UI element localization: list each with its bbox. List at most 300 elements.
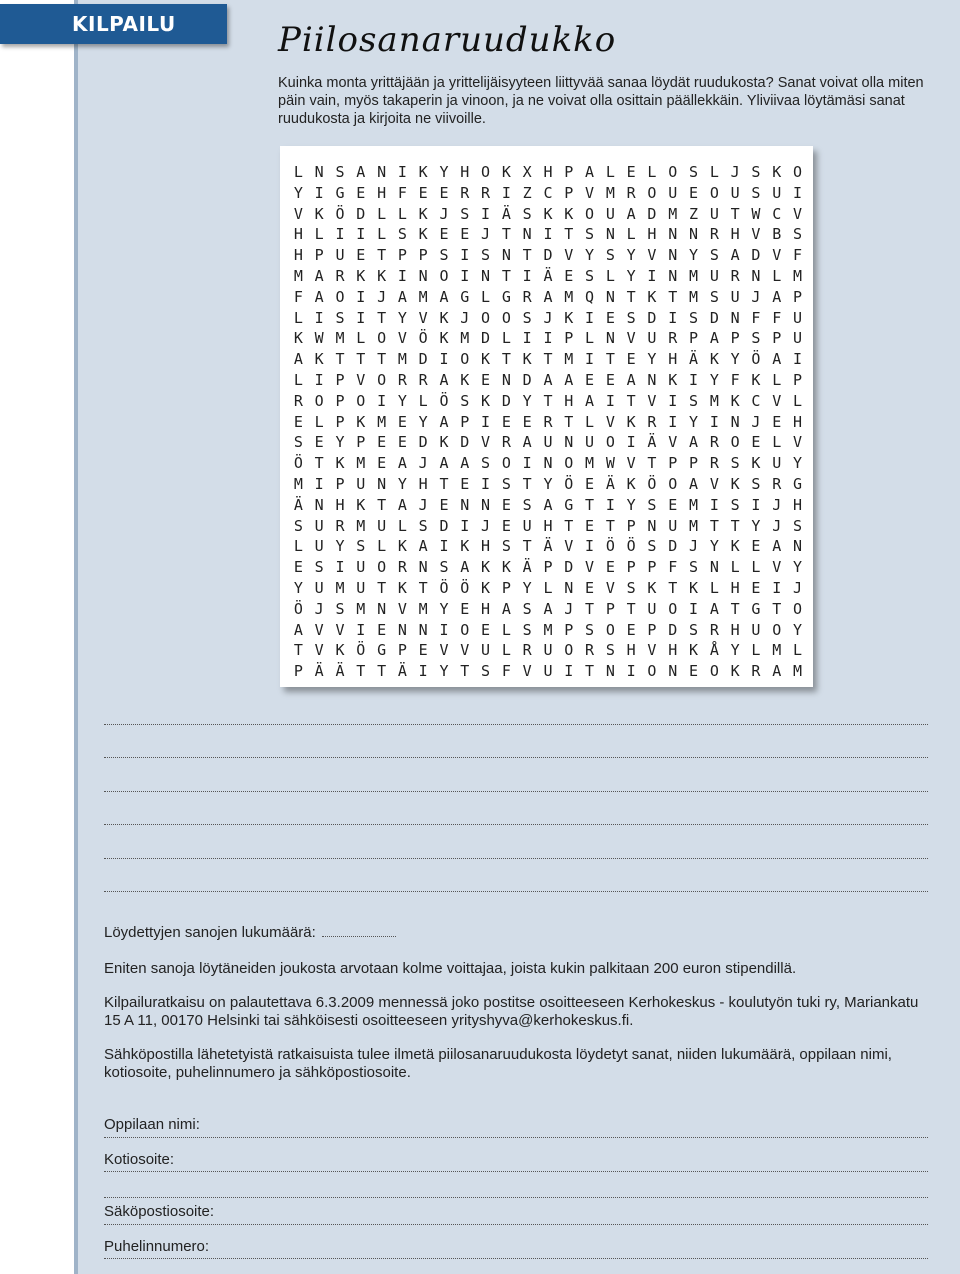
grid-letter[interactable]: Y [439,599,449,618]
grid-letter[interactable]: N [564,578,574,597]
grid-letter[interactable]: E [439,495,449,514]
grid-letter[interactable]: J [543,308,553,327]
grid-letter[interactable]: V [605,578,615,597]
grid-letter[interactable]: I [626,433,636,452]
grid-letter[interactable]: O [439,266,449,285]
grid-letter[interactable]: V [605,412,615,431]
grid-letter[interactable]: M [460,329,470,348]
grid-letter[interactable]: P [418,246,428,265]
grid-letter[interactable]: J [751,412,761,431]
grid-letter[interactable]: Ä [501,204,511,223]
grid-letter[interactable]: A [585,163,595,181]
grid-letter[interactable]: E [314,433,324,452]
grid-letter[interactable]: G [377,641,387,660]
grid-letter[interactable]: Q [585,287,595,306]
grid-letter[interactable]: T [626,391,636,410]
grid-letter[interactable]: T [564,516,574,535]
grid-letter[interactable]: I [522,454,532,473]
grid-letter[interactable]: P [397,246,407,265]
grid-letter[interactable]: K [626,474,636,493]
grid-letter[interactable]: P [564,329,574,348]
grid-letter[interactable]: J [418,454,428,473]
grid-letter[interactable]: L [501,329,511,348]
grid-letter[interactable]: V [647,246,657,265]
grid-letter[interactable]: M [689,266,699,285]
grid-letter[interactable]: A [772,662,782,681]
grid-letter[interactable]: O [605,433,615,452]
grid-letter[interactable]: I [356,225,366,244]
grid-letter[interactable]: I [377,391,387,410]
grid-letter[interactable]: P [730,329,740,348]
grid-letter[interactable]: M [377,412,387,431]
grid-letter[interactable]: W [751,204,761,223]
grid-letter[interactable]: U [481,641,491,660]
answer-line[interactable] [104,757,928,758]
grid-letter[interactable]: E [626,350,636,369]
grid-letter[interactable]: Y [293,183,303,202]
grid-letter[interactable]: H [293,225,303,244]
grid-letter[interactable]: K [689,641,699,660]
grid-letter[interactable]: R [522,641,532,660]
grid-letter[interactable]: M [793,266,803,285]
grid-letter[interactable]: O [501,308,511,327]
grid-letter[interactable]: F [793,246,803,265]
grid-letter[interactable]: I [481,412,491,431]
grid-letter[interactable]: Ö [335,204,345,223]
grid-letter[interactable]: A [314,266,324,285]
grid-letter[interactable]: Y [397,391,407,410]
grid-letter[interactable]: K [543,204,553,223]
grid-letter[interactable]: H [460,163,470,181]
grid-letter[interactable]: S [689,308,699,327]
grid-letter[interactable]: P [501,578,511,597]
grid-letter[interactable]: I [356,287,366,306]
grid-letter[interactable]: P [543,558,553,577]
grid-letter[interactable]: M [543,620,553,639]
grid-letter[interactable]: T [626,287,636,306]
grid-letter[interactable]: D [356,204,366,223]
grid-letter[interactable]: M [772,641,782,660]
grid-letter[interactable]: L [314,412,324,431]
grid-letter[interactable]: I [564,662,574,681]
grid-letter[interactable]: Y [689,412,699,431]
home-address-field-2[interactable] [104,1197,928,1198]
grid-letter[interactable]: V [772,558,782,577]
grid-letter[interactable]: Ö [356,641,366,660]
grid-letter[interactable]: T [647,454,657,473]
grid-letter[interactable]: R [709,454,719,473]
grid-letter[interactable]: P [356,433,366,452]
grid-letter[interactable]: A [314,287,324,306]
grid-letter[interactable]: J [772,516,782,535]
grid-letter[interactable]: O [647,662,657,681]
grid-letter[interactable]: T [668,578,678,597]
grid-letter[interactable]: T [730,516,740,535]
grid-letter[interactable]: R [522,287,532,306]
grid-letter[interactable]: Y [730,641,740,660]
grid-letter[interactable]: N [647,516,657,535]
grid-letter[interactable]: L [501,620,511,639]
grid-letter[interactable]: H [793,412,803,431]
grid-letter[interactable]: E [689,662,699,681]
word-count-input[interactable] [322,924,396,937]
grid-letter[interactable]: P [626,558,636,577]
grid-letter[interactable]: O [709,662,719,681]
grid-letter[interactable]: S [605,641,615,660]
grid-letter[interactable]: M [356,516,366,535]
grid-letter[interactable]: U [730,287,740,306]
grid-letter[interactable]: O [793,599,803,618]
grid-letter[interactable]: K [356,412,366,431]
grid-letter[interactable]: L [793,391,803,410]
grid-letter[interactable]: S [335,163,345,181]
grid-letter[interactable]: Y [397,474,407,493]
grid-letter[interactable]: N [730,308,740,327]
grid-letter[interactable]: O [564,454,574,473]
grid-letter[interactable]: K [335,454,345,473]
grid-letter[interactable]: V [439,641,449,660]
grid-letter[interactable]: H [543,516,553,535]
grid-letter[interactable]: I [647,266,657,285]
grid-letter[interactable]: A [439,287,449,306]
grid-letter[interactable]: M [356,599,366,618]
grid-letter[interactable]: Y [335,433,345,452]
grid-letter[interactable]: I [793,350,803,369]
grid-letter[interactable]: A [564,370,574,389]
grid-letter[interactable]: K [564,308,574,327]
grid-letter[interactable]: S [335,599,345,618]
grid-letter[interactable]: U [314,516,324,535]
grid-letter[interactable]: N [377,599,387,618]
grid-letter[interactable]: I [481,474,491,493]
grid-letter[interactable]: A [501,599,511,618]
grid-letter[interactable]: N [481,266,491,285]
grid-letter[interactable]: T [314,454,324,473]
grid-letter[interactable]: T [585,495,595,514]
grid-letter[interactable]: I [668,391,678,410]
grid-letter[interactable]: F [730,370,740,389]
grid-letter[interactable]: A [709,329,719,348]
grid-letter[interactable]: O [335,287,345,306]
grid-letter[interactable]: R [293,391,303,410]
grid-letter[interactable]: L [418,391,428,410]
grid-letter[interactable]: D [481,329,491,348]
grid-letter[interactable]: T [522,537,532,556]
grid-letter[interactable]: K [481,350,491,369]
grid-letter[interactable]: A [397,454,407,473]
grid-letter[interactable]: U [543,433,553,452]
grid-letter[interactable]: S [522,308,532,327]
grid-letter[interactable]: E [585,516,595,535]
grid-letter[interactable]: T [377,308,387,327]
grid-letter[interactable]: Ö [418,329,428,348]
grid-letter[interactable]: E [377,620,387,639]
grid-letter[interactable]: I [418,662,428,681]
grid-letter[interactable]: K [730,537,740,556]
answer-line[interactable] [104,858,928,859]
grid-letter[interactable]: R [709,225,719,244]
grid-letter[interactable]: V [293,204,303,223]
grid-letter[interactable]: K [730,474,740,493]
grid-letter[interactable]: F [751,308,761,327]
answer-line[interactable] [104,891,928,892]
grid-letter[interactable]: U [356,578,366,597]
grid-letter[interactable]: A [585,391,595,410]
grid-letter[interactable]: N [668,266,678,285]
grid-letter[interactable]: I [356,620,366,639]
grid-letter[interactable]: Y [626,266,636,285]
grid-letter[interactable]: A [439,454,449,473]
grid-letter[interactable]: U [647,329,657,348]
grid-letter[interactable]: L [293,537,303,556]
grid-letter[interactable]: D [418,350,428,369]
grid-letter[interactable]: N [793,537,803,556]
grid-letter[interactable]: T [439,474,449,493]
grid-letter[interactable]: L [543,578,553,597]
grid-letter[interactable]: H [668,350,678,369]
grid-letter[interactable]: K [335,641,345,660]
grid-letter[interactable]: Ä [335,662,345,681]
grid-letter[interactable]: E [772,412,782,431]
grid-letter[interactable]: U [647,599,657,618]
grid-letter[interactable]: E [522,412,532,431]
grid-letter[interactable]: K [356,266,366,285]
grid-letter[interactable]: M [793,662,803,681]
grid-letter[interactable]: P [793,370,803,389]
grid-letter[interactable]: P [335,391,345,410]
grid-letter[interactable]: N [668,662,678,681]
grid-letter[interactable]: S [647,495,657,514]
grid-letter[interactable]: A [439,370,449,389]
grid-letter[interactable]: G [460,287,470,306]
grid-letter[interactable]: C [751,391,761,410]
grid-letter[interactable]: H [377,183,387,202]
grid-letter[interactable]: H [418,474,428,493]
grid-letter[interactable]: A [460,558,470,577]
grid-letter[interactable]: M [293,474,303,493]
grid-letter[interactable]: D [647,308,657,327]
grid-letter[interactable]: L [377,204,387,223]
grid-letter[interactable]: H [730,578,740,597]
grid-letter[interactable]: E [377,454,387,473]
grid-letter[interactable]: F [772,308,782,327]
grid-letter[interactable]: H [730,620,740,639]
grid-letter[interactable]: S [626,308,636,327]
grid-letter[interactable]: Y [751,516,761,535]
grid-letter[interactable]: U [668,516,678,535]
grid-letter[interactable]: E [751,537,761,556]
grid-letter[interactable]: A [293,620,303,639]
grid-letter[interactable]: S [522,599,532,618]
grid-letter[interactable]: G [501,287,511,306]
grid-letter[interactable]: O [668,599,678,618]
grid-letter[interactable]: C [543,183,553,202]
grid-letter[interactable]: R [585,641,595,660]
grid-letter[interactable]: H [668,641,678,660]
grid-letter[interactable]: D [522,370,532,389]
grid-letter[interactable]: O [460,620,470,639]
grid-letter[interactable]: N [377,474,387,493]
grid-letter[interactable]: L [605,163,615,181]
grid-letter[interactable]: U [356,474,366,493]
grid-letter[interactable]: O [460,350,470,369]
grid-letter[interactable]: R [397,370,407,389]
grid-letter[interactable]: T [501,350,511,369]
grid-letter[interactable]: J [730,163,740,181]
grid-letter[interactable]: N [605,225,615,244]
grid-letter[interactable]: C [772,204,782,223]
grid-letter[interactable]: E [585,474,595,493]
grid-letter[interactable]: Z [522,183,532,202]
grid-letter[interactable]: P [668,454,678,473]
grid-letter[interactable]: R [460,183,470,202]
grid-letter[interactable]: V [709,474,719,493]
grid-letter[interactable]: Ö [626,537,636,556]
grid-letter[interactable]: Y [522,391,532,410]
grid-letter[interactable]: V [522,662,532,681]
grid-letter[interactable]: U [793,308,803,327]
grid-letter[interactable]: L [293,308,303,327]
grid-letter[interactable]: P [335,370,345,389]
grid-letter[interactable]: U [335,246,345,265]
grid-letter[interactable]: N [605,329,615,348]
grid-letter[interactable]: M [293,266,303,285]
grid-letter[interactable]: E [418,641,428,660]
grid-letter[interactable]: D [647,204,657,223]
grid-letter[interactable]: S [647,537,657,556]
grid-letter[interactable]: U [314,578,324,597]
grid-letter[interactable]: Y [793,620,803,639]
grid-letter[interactable]: L [626,225,636,244]
grid-letter[interactable]: R [751,662,761,681]
grid-letter[interactable]: S [501,537,511,556]
grid-letter[interactable]: I [460,266,470,285]
grid-letter[interactable]: J [418,495,428,514]
grid-letter[interactable]: T [564,225,574,244]
grid-letter[interactable]: S [481,454,491,473]
grid-letter[interactable]: K [730,662,740,681]
grid-letter[interactable]: O [377,329,387,348]
grid-letter[interactable]: I [709,495,719,514]
grid-letter[interactable]: R [709,433,719,452]
grid-letter[interactable]: A [689,474,699,493]
grid-letter[interactable]: U [585,433,595,452]
grid-letter[interactable]: N [501,246,511,265]
grid-letter[interactable]: U [751,620,761,639]
grid-letter[interactable]: A [460,454,470,473]
grid-letter[interactable]: S [751,183,761,202]
grid-letter[interactable]: K [481,578,491,597]
grid-letter[interactable]: S [689,558,699,577]
grid-letter[interactable]: S [709,287,719,306]
grid-letter[interactable]: P [772,329,782,348]
grid-letter[interactable]: R [730,266,740,285]
grid-letter[interactable]: I [689,370,699,389]
grid-letter[interactable]: K [439,433,449,452]
grid-letter[interactable]: I [668,308,678,327]
grid-letter[interactable]: D [543,246,553,265]
grid-letter[interactable]: D [564,558,574,577]
grid-letter[interactable]: L [377,225,387,244]
grid-letter[interactable]: Y [647,350,657,369]
grid-letter[interactable]: Ä [543,537,553,556]
grid-letter[interactable]: I [439,350,449,369]
grid-letter[interactable]: Y [626,495,636,514]
grid-letter[interactable]: T [377,246,387,265]
grid-letter[interactable]: M [418,599,428,618]
grid-letter[interactable]: A [439,412,449,431]
grid-letter[interactable]: I [709,412,719,431]
grid-letter[interactable]: N [730,412,740,431]
grid-letter[interactable]: Y [709,537,719,556]
grid-letter[interactable]: K [481,391,491,410]
grid-letter[interactable]: A [730,246,740,265]
grid-letter[interactable]: E [356,246,366,265]
grid-letter[interactable]: S [585,266,595,285]
grid-letter[interactable]: S [418,516,428,535]
grid-letter[interactable]: S [501,474,511,493]
grid-letter[interactable]: D [709,308,719,327]
grid-letter[interactable]: V [668,433,678,452]
grid-letter[interactable]: U [709,204,719,223]
grid-letter[interactable]: L [585,329,595,348]
grid-letter[interactable]: Y [335,537,345,556]
grid-letter[interactable]: I [605,495,615,514]
grid-letter[interactable]: S [460,204,470,223]
grid-letter[interactable]: P [564,183,574,202]
grid-letter[interactable]: Y [543,474,553,493]
grid-letter[interactable]: H [564,391,574,410]
grid-letter[interactable]: I [335,225,345,244]
grid-letter[interactable]: M [668,204,678,223]
grid-letter[interactable]: K [481,558,491,577]
grid-letter[interactable]: S [730,495,740,514]
grid-letter[interactable]: Y [397,308,407,327]
grid-letter[interactable]: E [626,620,636,639]
grid-letter[interactable]: K [439,308,449,327]
grid-letter[interactable]: K [418,163,428,181]
grid-letter[interactable]: N [668,225,678,244]
grid-letter[interactable]: S [335,308,345,327]
grid-letter[interactable]: V [772,246,782,265]
grid-letter[interactable]: S [356,537,366,556]
grid-letter[interactable]: P [293,662,303,681]
grid-letter[interactable]: K [668,370,678,389]
grid-letter[interactable]: F [293,287,303,306]
grid-letter[interactable]: T [543,391,553,410]
grid-letter[interactable]: G [793,474,803,493]
grid-letter[interactable]: K [709,350,719,369]
grid-letter[interactable]: Ä [314,662,324,681]
grid-letter[interactable]: W [314,329,324,348]
grid-letter[interactable]: V [335,620,345,639]
grid-letter[interactable]: Ä [397,662,407,681]
grid-letter[interactable]: R [626,183,636,202]
grid-letter[interactable]: N [314,163,324,181]
grid-letter[interactable]: T [377,662,387,681]
grid-letter[interactable]: Ö [751,350,761,369]
grid-letter[interactable]: J [460,308,470,327]
grid-letter[interactable]: A [772,287,782,306]
grid-letter[interactable]: O [314,391,324,410]
grid-letter[interactable]: K [501,163,511,181]
grid-letter[interactable]: Y [793,558,803,577]
grid-letter[interactable]: Ö [564,474,574,493]
grid-letter[interactable]: Ö [439,578,449,597]
grid-letter[interactable]: P [689,329,699,348]
grid-letter[interactable]: S [605,246,615,265]
grid-letter[interactable]: L [709,163,719,181]
